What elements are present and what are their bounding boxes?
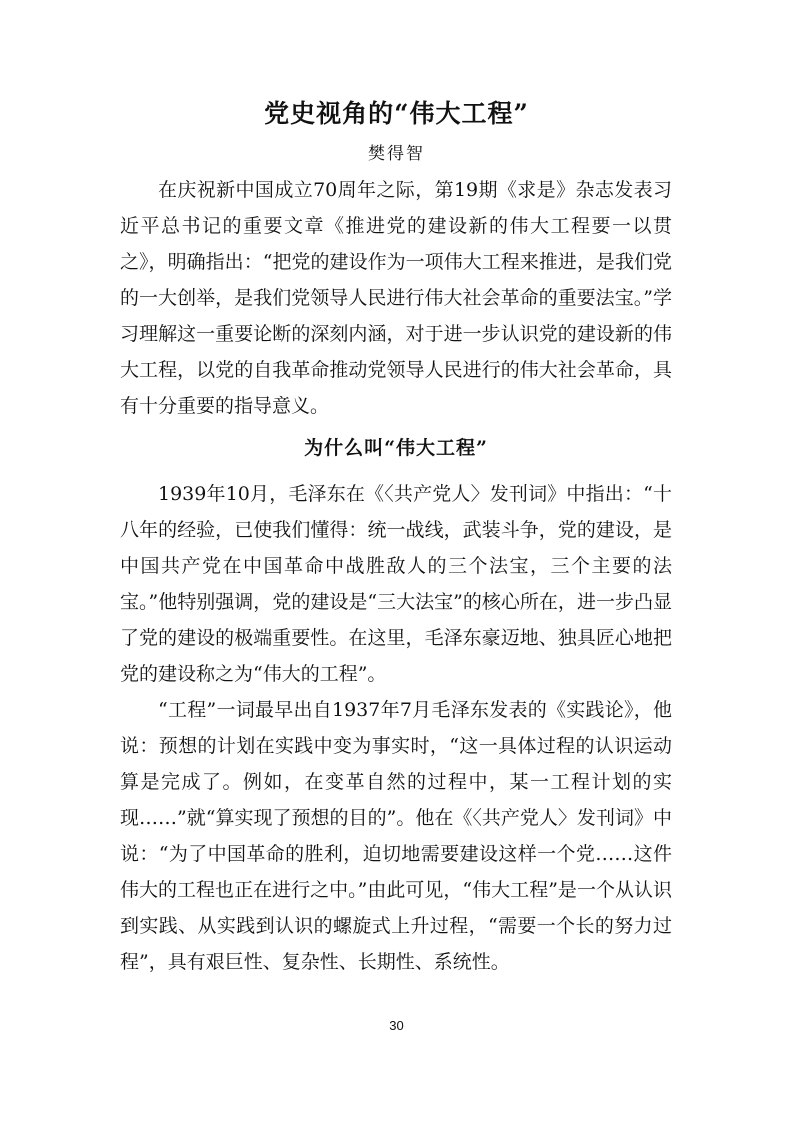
article-title: 党史视角的“伟大工程”: [264, 99, 529, 128]
section-paragraph-1: 1939年10月，毛泽东在《〈共产党人〉发刊词》中指出：“十八年的经验，已使我们懂得：统一战线，武装斗争，党的建设，是中国共产党在中国革命中战胜敌人的三个法宝，三个主要的法宝。”他特别强调，党的建设是“三大法宝”的核心所在，进一步凸显了党的建设的极端重要性。在这里，毛泽东豪迈地、独具匠心地把党的建设称之为“伟大的工程”。: [120, 483, 672, 685]
section-heading: 为什么叫“伟大工程”: [304, 437, 488, 459]
page-number: 30: [389, 1018, 404, 1033]
article-body: [120, 172, 672, 980]
article-author: 樊得智: [368, 144, 425, 164]
section-paragraph-2: “工程”一词最早出自1937年7月毛泽东发表的《实践论》，他说：预想的计划在实践中变为事实时，“这一具体过程的认识运动算是完成了。例如，在变革自然的过程中，某一工程计划的实现……”就“算实现了预想的目的”。他在《〈共产党人〉发刊词》中说：“为了中国革命的胜利，迫切地需要建设这样一个党……这件伟大的工程也正在进行之中。”由此可见，“伟大工程”是一个从认识到实践、从实践到认识的螺旋式上升过程，“需要一个长的努力过程”，具有艰巨性、复杂性、长期性、系统性。: [120, 699, 672, 973]
intro-paragraph: 在庆祝新中国成立70周年之际，第19期《求是》杂志发表习近平总书记的重要文章《推进党的建设新的伟大工程要一以贯之》，明确指出：“把党的建设作为一项伟大工程来推进，是我们党的一大创举，是我们党领导人民进行伟大社会革命的重要法宝。”学习理解这一重要论断的深刻内涵，对于进一步认识党的建设新的伟大工程，以党的自我革命推动党领导人民进行的伟大社会革命，具有十分重要的指导意义。: [120, 179, 672, 417]
